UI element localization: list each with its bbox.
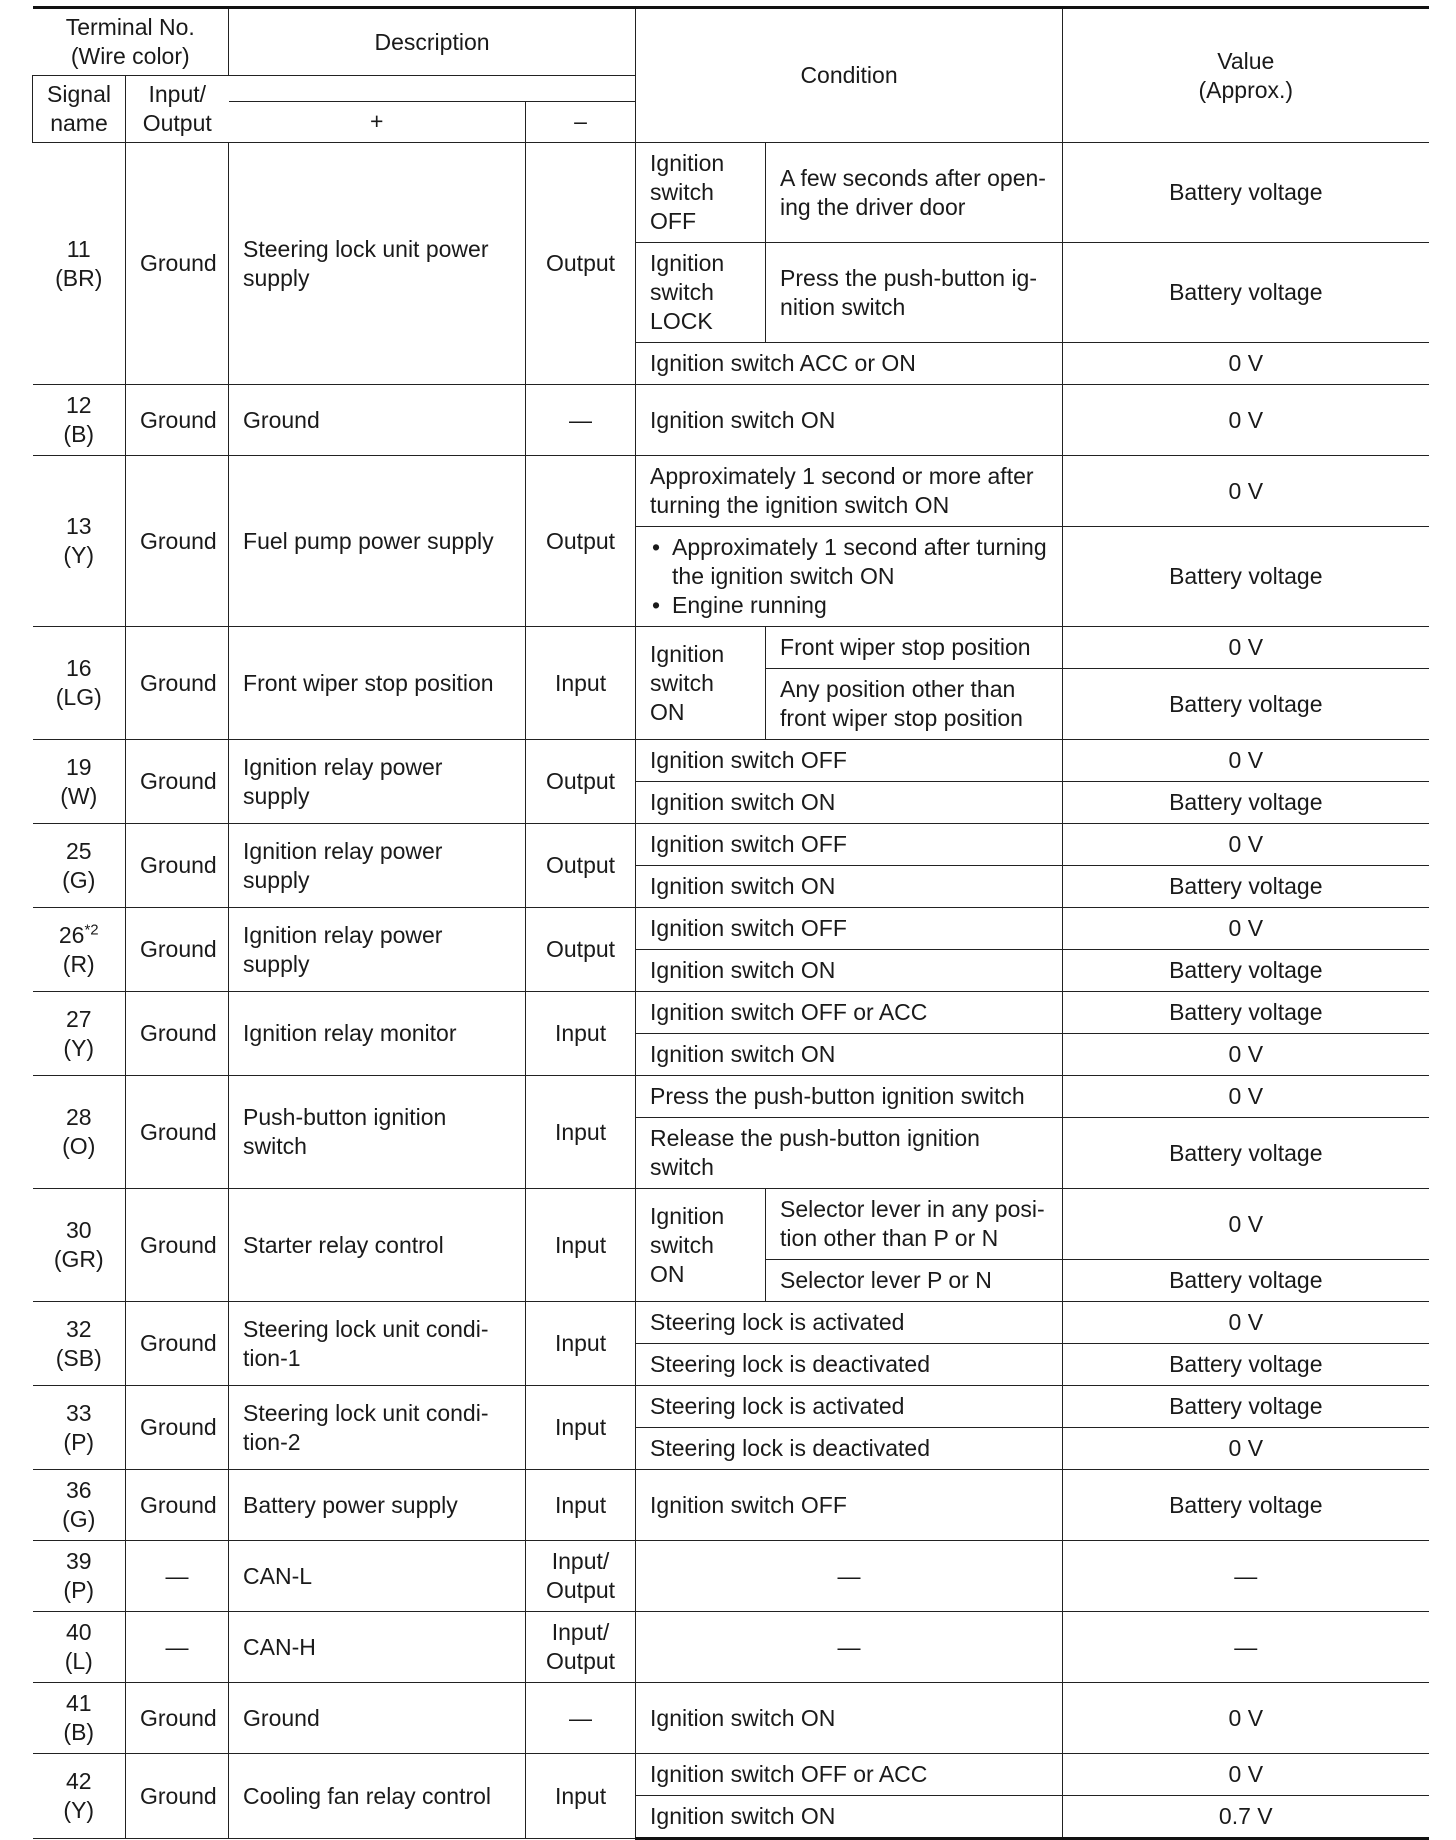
wire-color: (G): [62, 1506, 96, 1532]
condition-group-cell: Ignition switch LOCK: [636, 243, 766, 343]
value-cell: Battery voltage: [1063, 1260, 1429, 1302]
signal-name-cell: Steering lock unit condi-tion-1: [229, 1302, 526, 1386]
input-output-cell: Output: [526, 824, 636, 908]
terminal-number: 12: [65, 392, 92, 418]
value-cell: —: [1063, 1541, 1429, 1612]
input-output-cell: Input/ Output: [526, 1541, 636, 1612]
table-row: [33, 992, 1429, 1034]
terminal-cell: [33, 992, 126, 1076]
signal-name-cell: Cooling fan relay control: [229, 1754, 526, 1839]
value-cell: 0 V: [1063, 343, 1429, 385]
terminal-number: 39: [65, 1548, 92, 1574]
plus-header: +: [229, 101, 526, 142]
terminal-number: 28: [65, 1104, 92, 1130]
minus-cell: Ground: [126, 1189, 229, 1302]
condition-cell: Steering lock is deactivated: [636, 1344, 1063, 1386]
terminal-cell: [33, 1754, 126, 1839]
terminal-number: 32: [65, 1315, 92, 1342]
wire-color: (L): [64, 1648, 93, 1674]
table-row: [33, 1612, 1429, 1683]
terminal-number: 41: [65, 1690, 92, 1716]
wire-color: (LG): [55, 684, 102, 710]
condition-cell: —: [636, 1612, 1063, 1683]
condition-header: Condition: [636, 8, 1063, 143]
input-output-header: Input/ Output: [126, 76, 229, 143]
terminal-cell: [33, 385, 126, 456]
condition-detail-cell: Any position other than front wiper stop position: [766, 669, 1063, 740]
condition-cell: Ignition switch OFF: [636, 908, 1063, 950]
signal-name-cell: Starter relay control: [229, 1189, 526, 1302]
terminal-cell: [33, 143, 126, 385]
table-row: [33, 627, 1429, 669]
approx-label: (Approx.): [1198, 76, 1294, 103]
wire-color: (P): [63, 1577, 95, 1603]
terminal-number: 36: [65, 1477, 92, 1503]
value-cell: Battery voltage: [1063, 1344, 1429, 1386]
terminal-number: 42: [65, 1768, 92, 1794]
signal-name-cell: CAN-L: [229, 1541, 526, 1612]
minus-header: –: [526, 101, 636, 142]
terminal-number: 11: [66, 235, 91, 262]
input-output-cell: Output: [526, 908, 636, 992]
table-row: [33, 385, 1429, 456]
input-output-cell: Input: [526, 1302, 636, 1386]
table-row: [33, 1189, 1429, 1260]
condition-cell: Steering lock is activated: [636, 1302, 1063, 1344]
condition-group-cell: Ignition switch ON: [636, 1189, 766, 1302]
value-cell: Battery voltage: [1063, 669, 1429, 740]
wire-color: (Y): [63, 1797, 95, 1823]
condition-cell: Press the push-button ignition switch: [636, 1076, 1063, 1118]
minus-cell: Ground: [126, 1302, 229, 1386]
value-cell: Battery voltage: [1063, 782, 1429, 824]
value-cell: 0 V: [1063, 1754, 1429, 1796]
table-body: [33, 143, 1429, 1839]
value-header: [1063, 8, 1429, 143]
table-header: [33, 8, 1429, 143]
signal-name-cell: Ground: [229, 1683, 526, 1754]
condition-cell: Ignition switch ACC or ON: [636, 343, 1063, 385]
wire-color: (W): [60, 782, 98, 809]
value-cell: —: [1063, 1612, 1429, 1683]
terminal-number: 26: [58, 921, 85, 948]
input-output-cell: Input: [526, 992, 636, 1076]
value-cell: Battery voltage: [1063, 143, 1429, 243]
signal-name-cell: Front wiper stop position: [229, 627, 526, 740]
condition-group-cell: Ignition switch ON: [636, 627, 766, 740]
value-cell: 0 V: [1063, 1034, 1429, 1076]
minus-cell: Ground: [126, 1754, 229, 1839]
terminal-cell: [33, 1189, 126, 1302]
value-cell: 0.7 V: [1063, 1796, 1429, 1839]
wire-color: (GR): [53, 1246, 104, 1272]
condition-detail-cell: Press the push-button ig-nition switch: [766, 243, 1063, 343]
value-cell: 0 V: [1063, 908, 1429, 950]
value-cell: 0 V: [1063, 385, 1429, 456]
terminal-cell: [33, 1076, 126, 1189]
condition-detail-cell: Selector lever P or N: [766, 1260, 1063, 1302]
signal-name-cell: Ignition relay power supply: [229, 740, 526, 824]
terminal-cell: [33, 1541, 126, 1612]
minus-cell: Ground: [126, 1076, 229, 1189]
condition-cell: Ignition switch ON: [636, 1796, 1063, 1839]
value-cell: Battery voltage: [1063, 1470, 1429, 1541]
table-row: [33, 1754, 1429, 1796]
value-cell: 0 V: [1063, 1076, 1429, 1118]
terminal-cell: [33, 740, 126, 824]
minus-cell: Ground: [126, 143, 229, 385]
minus-cell: —: [126, 1541, 229, 1612]
condition-cell: Steering lock is deactivated: [636, 1428, 1063, 1470]
input-output-cell: —: [526, 385, 636, 456]
table-row: [33, 908, 1429, 950]
condition-bullet: • Engine running: [650, 591, 1048, 620]
wire-color: (SB): [55, 1344, 102, 1371]
input-output-cell: Input/ Output: [526, 1612, 636, 1683]
condition-detail-cell: Front wiper stop position: [766, 627, 1063, 669]
input-output-cell: Output: [526, 456, 636, 627]
table-row: [33, 1386, 1429, 1428]
wire-color: (Y): [63, 1034, 95, 1061]
signal-name-cell: Steering lock unit power supply: [229, 143, 526, 385]
condition-cell: Steering lock is activated: [636, 1386, 1063, 1428]
terminal-number: 33: [65, 1399, 92, 1426]
condition-bullet-list: [650, 533, 1048, 620]
value-cell: 0 V: [1063, 824, 1429, 866]
input-output-cell: Input: [526, 1076, 636, 1189]
wire-color: (P): [63, 1428, 95, 1455]
signal-name-cell: Steering lock unit condi-tion-2: [229, 1386, 526, 1470]
terminal-cell: [33, 1612, 126, 1683]
input-output-cell: —: [526, 1683, 636, 1754]
wire-color: (Y): [63, 542, 95, 568]
signal-name-cell: Fuel pump power supply: [229, 456, 526, 627]
wire-color: (BR): [55, 264, 103, 291]
terminal-cell: [33, 1302, 126, 1386]
input-output-cell: Output: [526, 740, 636, 824]
minus-cell: Ground: [126, 740, 229, 824]
value-cell: Battery voltage: [1063, 950, 1429, 992]
minus-cell: Ground: [126, 824, 229, 908]
condition-cell: Ignition switch ON: [636, 950, 1063, 992]
wire-color: (R): [62, 950, 95, 977]
terminal-spec-table: [32, 6, 1429, 1840]
condition-cell: —: [636, 1541, 1063, 1612]
terminal-cell: [33, 1470, 126, 1541]
signal-name-cell: Ignition relay power supply: [229, 824, 526, 908]
terminal-cell: [33, 1683, 126, 1754]
table-row: [33, 1076, 1429, 1118]
description-header: Description: [229, 8, 636, 76]
condition-cell: Ignition switch OFF: [636, 1470, 1063, 1541]
signal-name-cell: Ignition relay power supply: [229, 908, 526, 992]
terminal-cell: [33, 456, 126, 627]
minus-cell: Ground: [126, 456, 229, 627]
condition-cell: Ignition switch ON: [636, 1683, 1063, 1754]
condition-cell: Release the push-button ignition switch: [636, 1118, 1063, 1189]
value-cell: 0 V: [1063, 1302, 1429, 1344]
terminal-number: 30: [65, 1217, 92, 1243]
condition-cell: Ignition switch ON: [636, 1034, 1063, 1076]
value-cell: 0 V: [1063, 627, 1429, 669]
signal-name-cell: Ignition relay monitor: [229, 992, 526, 1076]
value-cell: Battery voltage: [1063, 992, 1429, 1034]
table-row: [33, 1302, 1429, 1344]
minus-cell: —: [126, 1612, 229, 1683]
terminal-cell: [33, 627, 126, 740]
wire-color: (G): [62, 866, 96, 893]
value-cell: 0 V: [1063, 456, 1429, 527]
terminal-number: 13: [65, 513, 92, 539]
condition-bullet: • Approximately 1 second after turning the ignition switch ON: [650, 533, 1048, 591]
terminal-number: 40: [65, 1619, 92, 1645]
minus-cell: Ground: [126, 1470, 229, 1541]
input-output-cell: Output: [526, 143, 636, 385]
value-cell: Battery voltage: [1063, 866, 1429, 908]
value-cell: Battery voltage: [1063, 243, 1429, 343]
terminal-cell: [33, 824, 126, 908]
value-cell: 0 V: [1063, 1428, 1429, 1470]
condition-cell: Ignition switch OFF: [636, 824, 1063, 866]
value-cell: 0 V: [1063, 1683, 1429, 1754]
terminal-table-container: [32, 6, 1428, 1840]
terminal-note: *2: [84, 920, 99, 938]
terminal-number: 19: [65, 753, 92, 780]
condition-cell: Ignition switch ON: [636, 782, 1063, 824]
minus-cell: Ground: [126, 627, 229, 740]
signal-name-cell: Push-button ignition switch: [229, 1076, 526, 1189]
signal-name-cell: CAN-H: [229, 1612, 526, 1683]
value-cell: 0 V: [1063, 740, 1429, 782]
terminal-no-header: [33, 8, 229, 76]
value-cell: 0 V: [1063, 1189, 1429, 1260]
signal-name-cell: Ground: [229, 385, 526, 456]
terminal-number: 16: [65, 655, 92, 681]
condition-cell: Ignition switch OFF: [636, 740, 1063, 782]
terminal-no-label: Terminal No.: [65, 14, 195, 40]
minus-cell: Ground: [126, 908, 229, 992]
terminal-number: 27: [65, 1005, 92, 1032]
condition-cell: Ignition switch OFF or ACC: [636, 1754, 1063, 1796]
condition-cell: Approximately 1 second or more after turning the ignition switch ON: [636, 456, 1063, 527]
table-row: [33, 1470, 1429, 1541]
condition-detail-cell: Selector lever in any posi-tion other than P or N: [766, 1189, 1063, 1260]
input-output-cell: Input: [526, 627, 636, 740]
signal-name-cell: Battery power supply: [229, 1470, 526, 1541]
minus-cell: Ground: [126, 385, 229, 456]
terminal-number: 25: [65, 837, 92, 864]
input-output-cell: Input: [526, 1470, 636, 1541]
wire-color: (B): [63, 421, 95, 447]
table-row: [33, 740, 1429, 782]
minus-cell: Ground: [126, 1386, 229, 1470]
minus-cell: Ground: [126, 1683, 229, 1754]
minus-cell: Ground: [126, 992, 229, 1076]
table-row: [33, 824, 1429, 866]
table-row: [33, 456, 1429, 527]
wire-color: (B): [63, 1719, 95, 1745]
input-output-cell: Input: [526, 1189, 636, 1302]
table-row: [33, 1683, 1429, 1754]
condition-cell: Ignition switch OFF or ACC: [636, 992, 1063, 1034]
value-cell: Battery voltage: [1063, 527, 1429, 627]
wire-color-label: (Wire color): [70, 43, 190, 69]
signal-name-header: Signal name: [33, 76, 126, 143]
condition-group-cell: Ignition switch OFF: [636, 143, 766, 243]
input-output-cell: Input: [526, 1754, 636, 1839]
value-label: Value: [1217, 47, 1275, 74]
input-output-cell: Input: [526, 1386, 636, 1470]
terminal-cell: [33, 1386, 126, 1470]
condition-cell: Ignition switch ON: [636, 866, 1063, 908]
table-row: [33, 143, 1429, 243]
condition-cell: Ignition switch ON: [636, 385, 1063, 456]
terminal-cell: [33, 908, 126, 992]
table-row: [33, 1541, 1429, 1612]
wire-color: (O): [62, 1133, 96, 1159]
condition-detail-cell: A few seconds after open-ing the driver door: [766, 143, 1063, 243]
condition-cell: [636, 527, 1063, 627]
value-cell: Battery voltage: [1063, 1118, 1429, 1189]
value-cell: Battery voltage: [1063, 1386, 1429, 1428]
